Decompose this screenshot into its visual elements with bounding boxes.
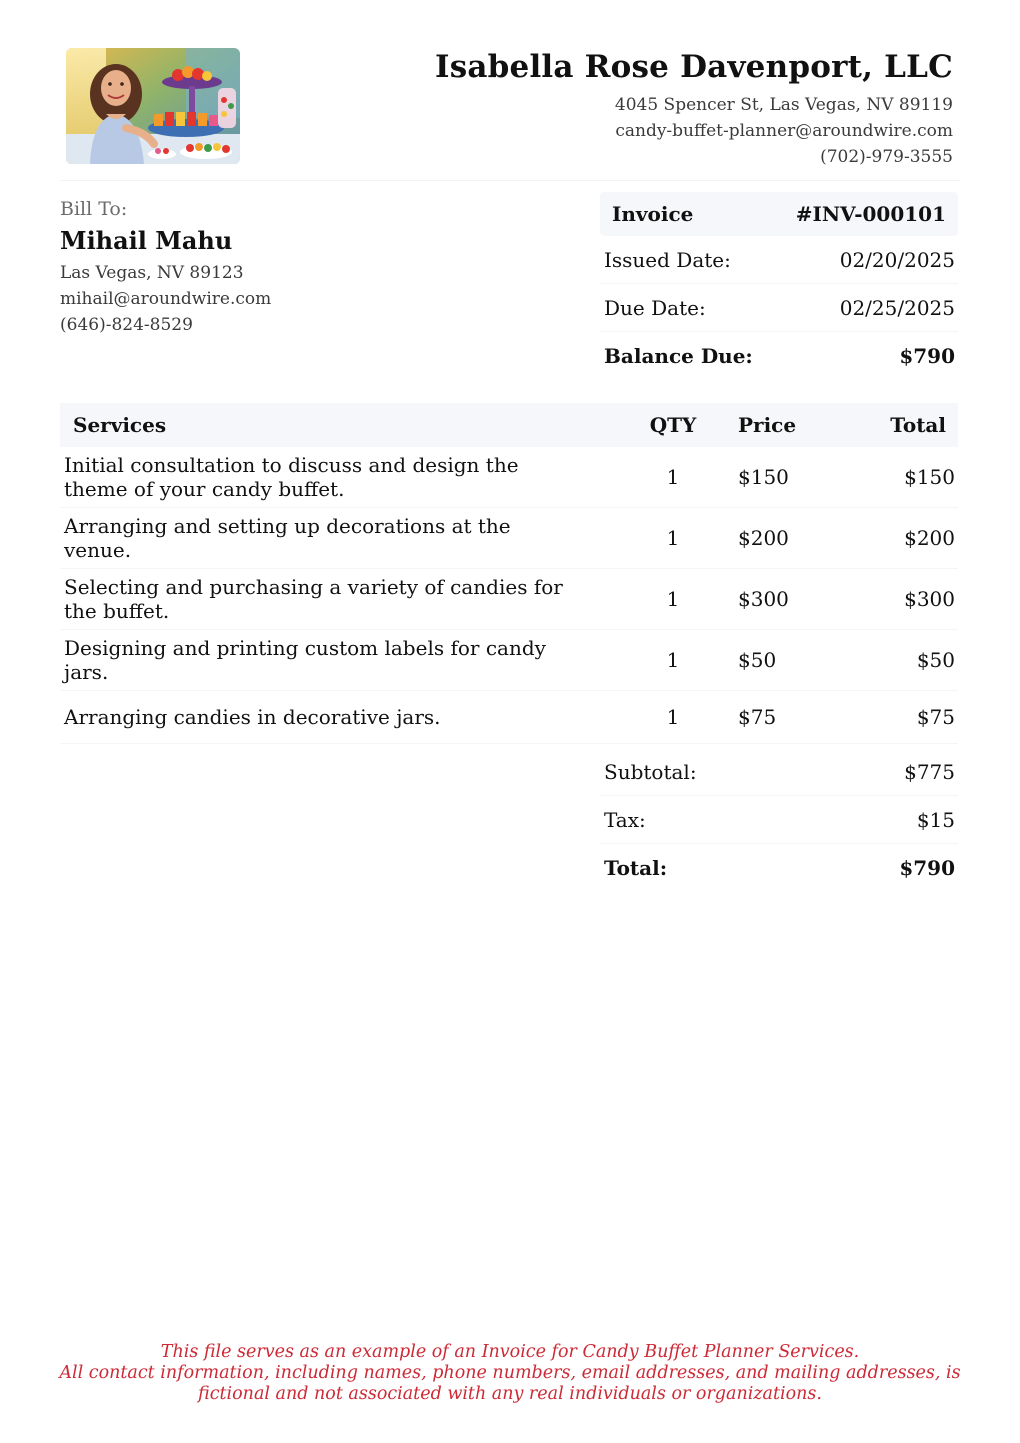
grand-total-row <box>600 844 958 891</box>
service-description-line: Arranging candies in decorative jars. <box>64 705 441 729</box>
footer-line: All contact information, including names, phone numbers, email addresses, and mailing addresses, is <box>59 1363 961 1383</box>
service-total: $75 <box>868 691 958 744</box>
service-total: $150 <box>868 447 958 508</box>
footer-line: This file serves as an example of an Invoice for Candy Buffet Planner Services. <box>160 1342 860 1362</box>
service-description <box>60 630 613 691</box>
invoice-header-row <box>600 192 958 236</box>
service-description-line: jars. <box>64 660 109 684</box>
service-description <box>60 691 613 744</box>
service-total: $50 <box>868 630 958 691</box>
issued-date-label: Issued Date: <box>604 247 731 272</box>
client-name: Mihail Mahu <box>60 226 233 255</box>
service-description-line: theme of your candy buffet. <box>64 477 345 501</box>
service-description-line: Arranging and setting up decorations at the <box>64 514 511 538</box>
footer-disclaimer <box>20 1342 1000 1405</box>
service-qty: 1 <box>613 447 713 508</box>
service-price: $50 <box>713 630 868 691</box>
services-table <box>60 403 958 744</box>
client-phone: (646)-824-8529 <box>60 315 193 335</box>
bill-to-label: Bill To: <box>60 198 128 220</box>
company-logo-image <box>66 48 240 164</box>
company-email: candy-buffet-planner@aroundwire.com <box>615 121 953 141</box>
service-description-line: Selecting and purchasing a variety of candies for <box>64 575 563 599</box>
header-divider <box>60 180 960 181</box>
company-address: 4045 Spencer St, Las Vegas, NV 89119 <box>614 95 953 115</box>
company-info <box>435 48 953 170</box>
service-description <box>60 447 613 508</box>
service-description-line: Initial consultation to discuss and design the <box>64 453 519 477</box>
tax-value: $15 <box>916 807 955 832</box>
issued-date-row <box>600 236 958 284</box>
service-price: $300 <box>713 569 868 630</box>
service-description <box>60 508 613 569</box>
due-date-value: 02/25/2025 <box>839 295 955 320</box>
grand-total-label: Total: <box>604 855 668 880</box>
totals-section <box>600 748 958 891</box>
service-price: $200 <box>713 508 868 569</box>
footer-line: fictional and not associated with any real individuals or organizations. <box>198 1384 822 1404</box>
service-price: $150 <box>713 447 868 508</box>
header-price: Price <box>713 403 868 447</box>
subtotal-label: Subtotal: <box>604 759 697 784</box>
bill-to-section <box>60 196 271 338</box>
subtotal-value: $775 <box>904 759 955 784</box>
header-qty: QTY <box>613 403 713 447</box>
balance-due-value: $790 <box>899 343 955 368</box>
tax-label: Tax: <box>604 807 646 832</box>
invoice-number: #INV-000101 <box>795 202 946 226</box>
service-qty: 1 <box>613 630 713 691</box>
table-row <box>60 691 958 744</box>
table-row <box>60 569 958 630</box>
header-services: Services <box>60 403 613 447</box>
service-description-line: Designing and printing custom labels for candy <box>64 636 546 660</box>
header-total: Total <box>868 403 958 447</box>
service-price: $75 <box>713 691 868 744</box>
balance-due-label: Balance Due: <box>604 343 753 368</box>
service-total: $300 <box>868 569 958 630</box>
company-name: Isabella Rose Davenport, LLC <box>435 49 953 85</box>
service-description-line: the buffet. <box>64 599 170 623</box>
table-row <box>60 630 958 691</box>
subtotal-row <box>600 748 958 796</box>
client-address: Las Vegas, NV 89123 <box>60 263 244 283</box>
invoice-label: Invoice <box>612 202 694 226</box>
tax-row <box>600 796 958 844</box>
table-row <box>60 447 958 508</box>
services-table-header <box>60 403 958 447</box>
service-qty: 1 <box>613 691 713 744</box>
issued-date-value: 02/20/2025 <box>839 247 955 272</box>
table-row <box>60 508 958 569</box>
service-description <box>60 569 613 630</box>
service-total: $200 <box>868 508 958 569</box>
invoice-meta <box>600 192 958 379</box>
client-email: mihail@aroundwire.com <box>60 289 272 309</box>
service-qty: 1 <box>613 508 713 569</box>
service-qty: 1 <box>613 569 713 630</box>
service-description-line: venue. <box>64 538 132 562</box>
due-date-label: Due Date: <box>604 295 706 320</box>
grand-total-value: $790 <box>899 855 955 880</box>
balance-due-row <box>600 332 958 379</box>
due-date-row <box>600 284 958 332</box>
company-phone: (702)-979-3555 <box>820 147 953 167</box>
